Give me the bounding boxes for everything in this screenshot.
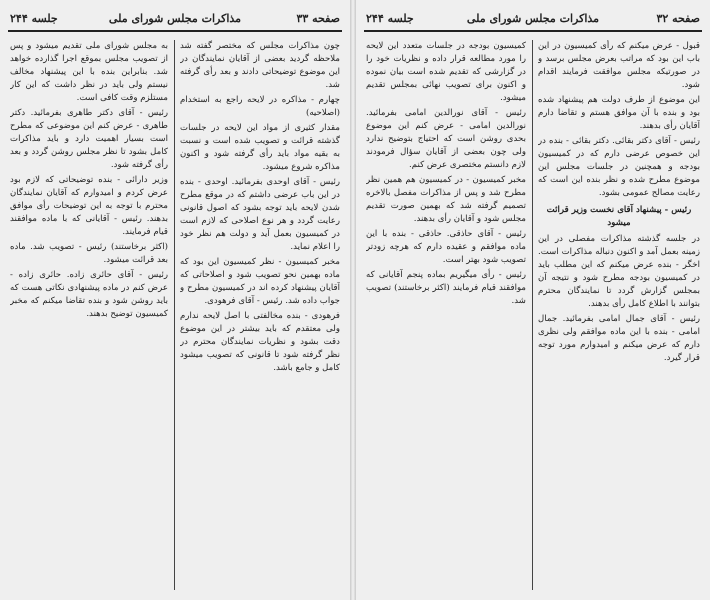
paragraph: کمیسیون بودجه در جلسات متعدد این لایحه را مورد مطالعه قرار داده و نظریات خود را در گزارشی که تقدیم شده است بیان نموده و اکنون برای تصویب نهائی بمجلس تقدیم میشود. xyxy=(366,41,526,103)
paragraph: قبول - عرض میکنم که رأی کمیسیون در این باب این بود که مراتب بعرض مجلس برسد و در صورتیکه مجلس موافقت فرمایند اقدام شود. xyxy=(538,41,700,90)
paragraph: رئیس - آقای دکتر طاهری بفرمائید. دکتر طاهری - عرض کنم این موضوعی که مطرح است بسیار اهمیت دارد و باید مذاکرات کامل بشود تا نظر مجلس روشن گردد و بعد رأی گرفته شود. xyxy=(10,108,168,170)
section-heading: رئیس - پیشنهاد آقای نخست وزیر قرائت میشود xyxy=(546,205,692,228)
right-page-left-column xyxy=(366,40,526,592)
left-page-column-rule xyxy=(174,40,175,590)
paragraph: (اکثر برخاستند) رئیس - تصویب شد. ماده بعد قرائت میشود. xyxy=(10,242,168,265)
paragraph: به مجلس شورای ملی تقدیم میشود و پس از تصویب مجلس بموقع اجرا گذارده خواهد شد. بنابراین بنده با این پیشنهاد مخالف نیستم ولی باید در نظر داشت که این کار مستلزم وقت کافی است. xyxy=(10,41,168,103)
paragraph: این موضوع از طرف دولت هم پیشنهاد شده بود و بنده با آن موافق هستم و تقاضا دارم آقایان رأی بدهند. xyxy=(538,95,700,131)
paragraph: چون مذاکرات مجلس که مختصر گفته شد ملاحظه گردید بعضی از آقایان نمایندگان در این موضوع توضیحاتی دادند و بعد رأی گرفته شد. xyxy=(180,41,340,90)
left-page-header xyxy=(8,6,342,32)
paragraph: در جلسه گذشته مذاکرات مفصلی در این زمینه بعمل آمد و اکنون دنباله مذاکرات است. اخگر - بنده عرض میکنم که این مطلب باید در کمیسیون بودجه مطرح شود و نتیجه آن بمجلس گزارش گردد تا نمایندگان محترم بتوانند با اطلاع کامل رأی بدهند. xyxy=(538,234,700,309)
paragraph: رئیس - آقای حائری زاده. حائری زاده - عرض کنم در ماده پیشنهادی نکاتی هست که باید روشن شود و بنده تقاضا میکنم که مخبر کمیسیون توضیح بدهند. xyxy=(10,270,168,319)
right-page xyxy=(356,0,710,600)
left-page-title: مذاکرات مجلس شورای ملی xyxy=(108,12,242,25)
right-page-column-rule xyxy=(532,40,533,590)
left-page-right-column xyxy=(180,40,340,592)
paragraph: مقدار کثیری از مواد این لایحه در جلسات گذشته قرائت و تصویب شده است و نسبت به بقیه مواد باید رأی گرفته شود و اکنون مذاکره شروع میشود. xyxy=(180,123,340,172)
right-page-header xyxy=(364,6,702,32)
right-page-session: جلسه ۲۴۴ xyxy=(366,12,414,25)
paragraph: رئیس - آقای جمال امامی بفرمائید. جمال امامی - بنده با این ماده موافقم ولی نظری دارم که عرض میکنم و امیدوارم مورد توجه قرار گیرد. xyxy=(538,314,700,363)
right-page-title: مذاکرات مجلس شورای ملی xyxy=(466,12,600,25)
left-page-session: جلسه ۲۴۴ xyxy=(10,12,58,25)
paragraph: رئیس - آقای نورالدین امامی بفرمائید. نورالدین امامی - عرض کنم این موضوع بحدی روشن است که احتیاج بتوضیح ندارد ولی چون بعضی از آقایان سؤال فرمودند لازم دانستم مختصری عرض کنم. xyxy=(366,108,526,170)
paragraph: مخبر کمیسیون - نظر کمیسیون این بود که ماده بهمین نحو تصویب شود و اصلاحاتی که آقایان پیشنهاد کرده اند در کمیسیون مطرح و جواب داده شد. رئیس - آقای فرهودی. xyxy=(180,257,340,306)
left-page xyxy=(0,0,350,600)
right-page-number: صفحه ۳۲ xyxy=(656,12,700,25)
paragraph: رئیس - آقای اوحدی بفرمائید. اوحدی - بنده در این باب عرضی داشتم که در موقع مطرح شدن لایحه باید توجه بشود که اصول قانونی رعایت گردد و هر نوع اصلاحی که لازم است در کمیسیون بعمل آید و دولت هم نظر خود را اعلام نماید. xyxy=(180,177,340,252)
left-page-left-column xyxy=(10,40,168,592)
paragraph: فرهودی - بنده مخالفتی با اصل لایحه ندارم ولی معتقدم که باید بیشتر در این موضوع دقت بشود و نظریات نمایندگان محترم در نظر گرفته شود تا قانونی که تصویب میشود کامل و جامع باشد. xyxy=(180,311,340,373)
paragraph: مخبر کمیسیون - در کمیسیون هم همین نظر مطرح شد و پس از مذاکرات مفصل بالاخره تصمیم گرفته شد که بهمین صورت تقدیم مجلس شود و آقایان رأی بدهند. xyxy=(366,175,526,224)
paragraph: رئیس - آقای حاذقی. حاذقی - بنده با این ماده موافقم و عقیده دارم که هرچه زودتر تصویب شود بهتر است. xyxy=(366,229,526,265)
paragraph: چهارم - مذاکره در لایحه راجع به استخدام (اصلاحیه) xyxy=(180,95,340,118)
left-page-number: صفحه ۳۳ xyxy=(296,12,340,25)
right-page-right-column xyxy=(538,40,700,592)
paragraph: رئیس - آقای دکتر بقائی. دکتر بقائی - بنده در این خصوص عرضی دارم که در کمیسیون بودجه و همچنین در جلسات مجلس این موضوع مطرح شده و نظر بنده این است که رعایت مصالح عمومی بشود. xyxy=(538,136,700,198)
paragraph: وزیر دارائی - بنده توضیحاتی که لازم بود عرض کردم و امیدوارم که آقایان نمایندگان محترم با توجه به این توضیحات رأی موافق بدهند. رئیس - آقایانی که با ماده موافقند قیام فرمایند. xyxy=(10,175,168,237)
paragraph: رئیس - رأی میگیریم بماده پنجم آقایانی که موافقند قیام فرمایند (اکثر برخاستند) تصویب شد. xyxy=(366,270,526,306)
